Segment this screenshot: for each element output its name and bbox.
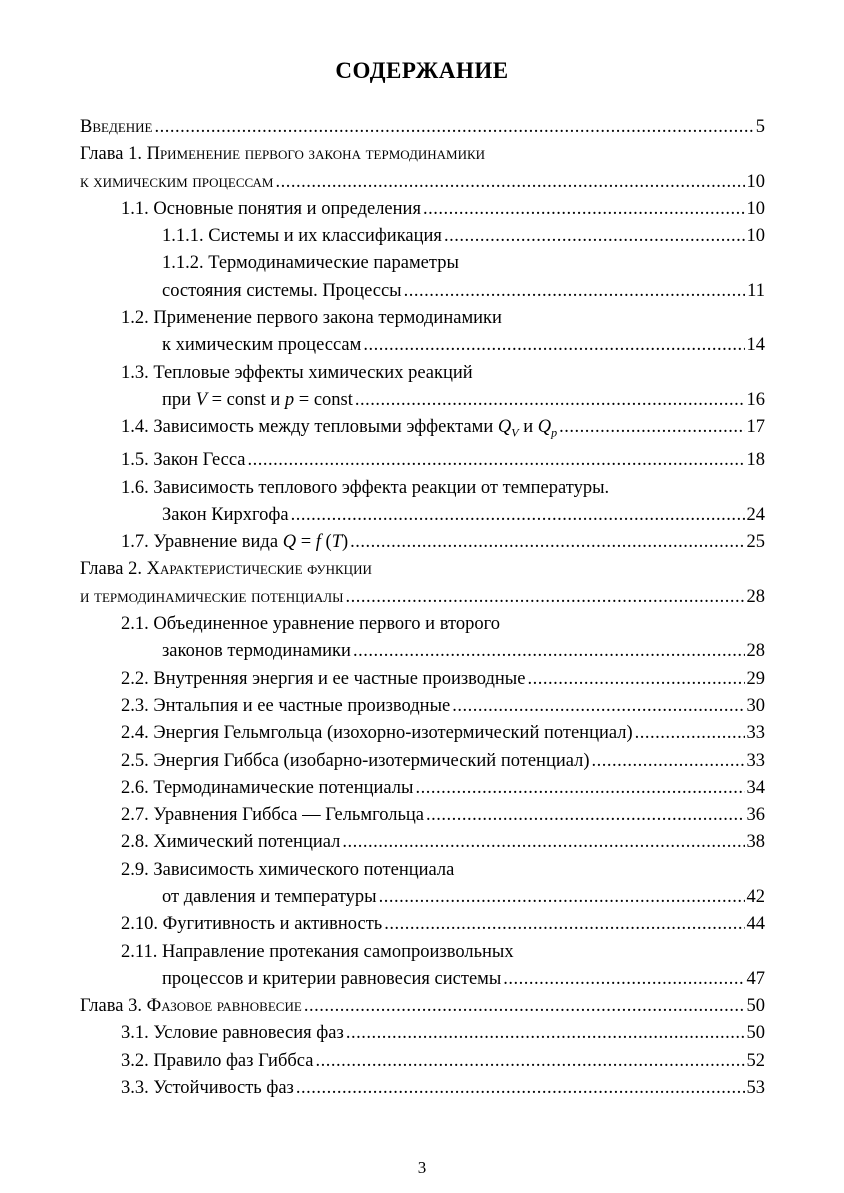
toc-label: 2.6. Термодинамические потенциалы [121,777,414,798]
toc-entry-1-1-1[interactable] [80,223,765,250]
toc-label: 2.11. Направление протекания самопроизвольных [121,941,514,962]
dot-leader [275,169,744,196]
chapter-prefix: Глава 1. [80,144,147,165]
text-part: 1.7. Уравнение вида [121,532,283,553]
toc-page: 24 [746,504,765,525]
chapter-prefix: Глава 3. [80,996,147,1017]
dot-leader [415,775,744,802]
toc-entry-chapter-3[interactable] [80,993,765,1020]
toc-page: 33 [746,750,765,771]
dot-leader [355,387,745,414]
toc-label: 2.7. Уравнения Гиббса — Гельмгольца [121,805,424,826]
toc-entry-3-2[interactable] [80,1048,765,1075]
text-part: = const и [207,389,285,410]
toc-entry-2-6[interactable] [80,775,765,802]
math-var: p [284,389,295,410]
toc-page: 50 [746,1023,765,1044]
toc-label-cont: Закон Кирхгофа [162,504,289,525]
toc-entry-1-6[interactable] [80,475,765,530]
toc-label: 1.2. Применение первого закона термодинамики [121,308,502,329]
math-var: Q [497,417,512,438]
toc-page: 5 [755,117,765,137]
page-title: СОДЕРЖАНИЕ [335,58,509,83]
toc-page: 38 [746,832,765,853]
toc-page: 33 [746,723,765,744]
toc-label: 2.9. Зависимость химического потенциала [121,859,455,880]
toc-page: 36 [746,805,765,826]
text-part: ( [320,532,332,553]
math-var: T [331,532,342,553]
dot-leader [379,884,745,911]
toc-entry-2-1[interactable] [80,611,765,666]
toc-page: 44 [746,914,765,935]
math-var: Q [282,532,297,553]
dot-leader [503,966,744,993]
toc-entry-2-3[interactable] [80,693,765,720]
toc-page: 10 [746,226,765,247]
toc-label-cont: состояния системы. Процессы [162,280,402,301]
toc-page: 28 [746,641,765,662]
toc-page: 50 [746,996,765,1017]
toc-entry-2-8[interactable] [80,829,765,856]
math-var: Q [537,417,552,438]
toc-entry-1-3[interactable] [80,360,765,415]
toc-entry-1-5[interactable] [80,447,765,474]
toc-label: Введение [80,117,153,137]
toc-entry-chapter-2[interactable] [80,556,765,611]
dot-leader [426,802,745,829]
dot-leader [315,1048,744,1075]
toc-label: 2.3. Энтальпия и ее частные производные [121,695,451,716]
text-part: = [296,532,316,553]
text-part: ) [341,532,349,553]
toc-entry-2-5[interactable] [80,748,765,775]
toc-page: 28 [746,586,765,607]
toc-entry-2-2[interactable] [80,666,765,693]
toc-label [121,529,348,556]
chapter-title-cont: и термодинамические потенциалы [80,586,344,607]
chapter-title-cont: к химическим процессам [80,171,274,192]
dot-leader [559,414,744,441]
dot-leader [363,332,744,359]
toc-label: 2.1. Объединенное уравнение первого и второго [121,614,500,635]
toc-entry-1-1[interactable] [80,196,765,223]
dot-leader [291,502,745,529]
dot-leader [345,584,744,611]
dot-leader [592,748,745,775]
toc-entry-introduction[interactable] [80,114,765,141]
toc-label: 2.10. Фугитивность и активность [121,914,383,935]
toc-page: 18 [746,450,765,471]
text-part: 1.4. Зависимость между тепловыми эффектами [121,417,498,438]
dot-leader [404,278,746,305]
toc-entry-3-1[interactable] [80,1020,765,1047]
toc-page: 34 [746,777,765,798]
text-part: = const [294,389,353,410]
toc-label-cont: к химическим процессам [162,335,362,356]
chapter-title: Фазовое равновесие [146,996,302,1017]
toc-page: 16 [746,389,765,410]
toc-label: 1.5. Закон Гесса [121,450,246,471]
toc-page: 14 [746,335,765,356]
text-part: и [518,417,538,438]
toc-entry-1-1-2[interactable] [80,250,765,305]
chapter-title: Применение первого закона термодинамики [146,144,486,165]
toc-page: 30 [746,695,765,716]
toc-entry-1-7[interactable] [80,529,765,556]
dot-leader [346,1020,745,1047]
toc-label: 1.1.2. Термодинамические параметры [162,253,459,274]
toc-entry-2-11[interactable] [80,939,765,994]
math-var: f [315,532,321,553]
toc-page: 29 [746,668,765,689]
toc-label: 3.2. Правило фаз Гиббса [121,1050,314,1071]
toc-entry-chapter-1[interactable] [80,141,765,196]
toc-page: 17 [746,417,765,438]
toc-label: 2.8. Химический потенциал [121,832,341,853]
dot-leader [248,447,745,474]
toc-label: 2.5. Энергия Гиббса (изобарно-изотермический потенциал) [121,750,590,771]
toc-label: 1.1.1. Системы и их классификация [162,226,442,247]
dot-leader [350,529,744,556]
dot-leader [353,638,745,665]
toc-label: 3.1. Условие равновесия фаз [121,1023,344,1044]
chapter-title: Характеристические функции [146,559,372,580]
dot-leader [444,223,745,250]
dot-leader [635,720,745,747]
toc-page: 53 [746,1078,765,1099]
math-subscript: p [551,425,558,440]
text-part: при [162,389,196,410]
toc-label: 2.2. Внутренняя энергия и ее частные производные [121,668,526,689]
chapter-prefix: Глава 2. [80,559,147,580]
toc-label-cont: процессов и критерии равновесия системы [162,968,502,989]
toc-label-cont: от давления и температуры [162,887,377,907]
toc-page: 42 [746,887,765,907]
toc-page: 52 [746,1050,765,1071]
toc-label: 1.1. Основные понятия и определения [121,198,421,219]
toc-label: 1.6. Зависимость теплового эффекта реакции от температуры. [121,477,610,498]
math-var: V [195,389,207,410]
toc-page: 47 [746,968,765,989]
toc-entry-2-9[interactable] [80,857,765,912]
math-subscript: V [511,425,519,440]
dot-leader [452,693,744,720]
toc-page: 10 [746,198,765,219]
toc-entry-3-3[interactable] [80,1075,765,1102]
toc-label: 3.3. Устойчивость фаз [121,1078,294,1099]
toc-entry-1-2[interactable] [80,305,765,360]
dot-leader [304,993,745,1020]
dot-leader [296,1075,745,1102]
page-number: 3 [417,1158,427,1177]
toc-page: 25 [746,532,765,553]
dot-leader [154,114,753,141]
toc-entry-2-4[interactable] [80,720,765,747]
dot-leader [384,911,744,938]
toc-label [121,414,557,447]
toc-entry-2-10[interactable] [80,911,765,938]
dot-leader [342,829,744,856]
dot-leader [527,666,744,693]
toc-label-cont: законов термодинамики [162,641,351,662]
toc-entry-1-4[interactable] [80,414,765,447]
toc-page: 10 [746,171,765,192]
toc-page: 11 [747,280,765,301]
toc-entry-2-7[interactable] [80,802,765,829]
toc-label: 2.4. Энергия Гельмгольца (изохорно-изотермический потенциал) [121,723,633,744]
table-of-contents [80,114,765,1102]
toc-label-cont [162,387,353,414]
dot-leader [423,196,745,223]
toc-label: 1.3. Тепловые эффекты химических реакций [121,362,473,383]
